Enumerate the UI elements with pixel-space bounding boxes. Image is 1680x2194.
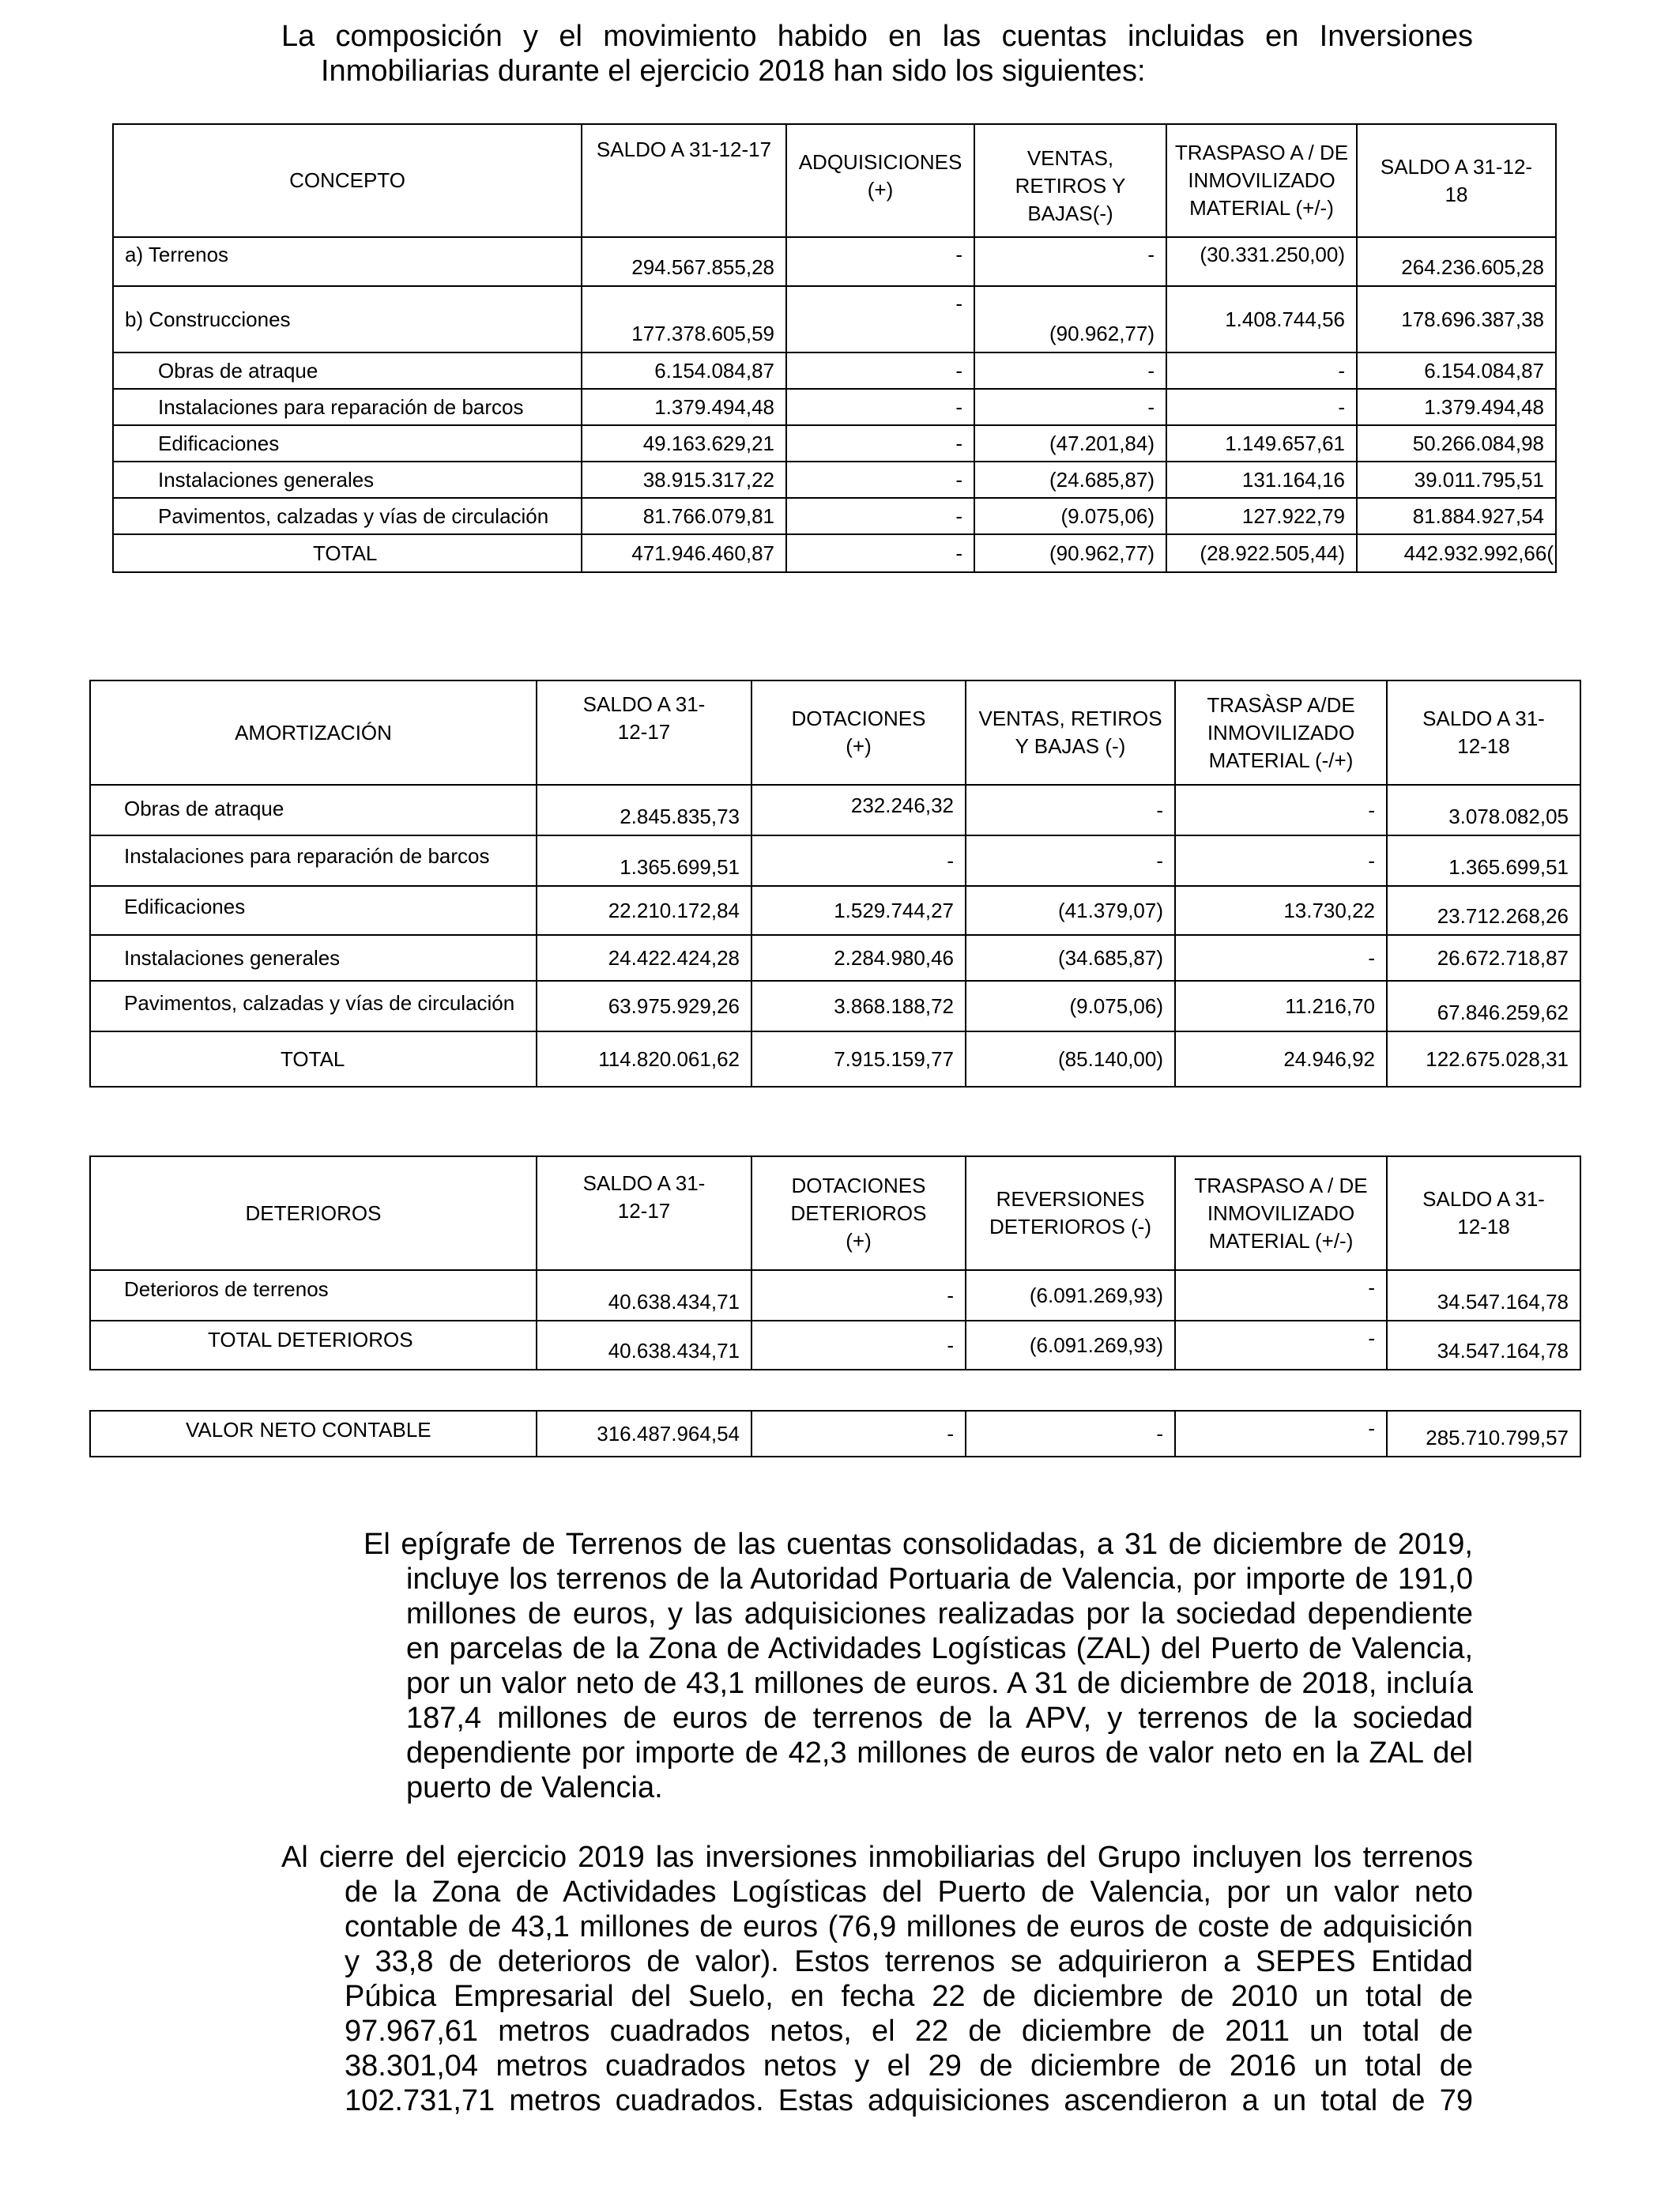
impairment-table (89, 1155, 1581, 1370)
column-header: VENTAS, RETIROS Y BAJAS (-) (966, 680, 1175, 785)
table-cell: 2.284.980,46 (751, 935, 966, 981)
table-cell: - (786, 425, 974, 462)
table-cell: - (786, 286, 974, 352)
table-cell: 81.884.927,54 (1357, 498, 1556, 534)
table-cell: 114.820.061,62 (537, 1031, 751, 1087)
column-header: DOTACIONES DETERIOROS (+) (751, 1156, 966, 1270)
table-cell: 127.922,79 (1166, 498, 1357, 534)
table-cell: 24.946,92 (1175, 1031, 1387, 1087)
table-cell: (47.201,84) (974, 425, 1166, 462)
row-label: Pavimentos, calzadas y vías de circulación (90, 981, 537, 1031)
table-cell: 24.422.424,28 (537, 935, 751, 981)
table-cell: 81.766.079,81 (582, 498, 786, 534)
table-cell: (9.075,06) (966, 981, 1175, 1031)
table-cell: - (1175, 1270, 1387, 1321)
table-row (113, 352, 1556, 389)
row-label: Instalaciones generales (90, 935, 537, 981)
table-cell: - (1166, 352, 1357, 389)
column-header: DOTACIONES (+) (751, 680, 966, 785)
table-cell: 67.846.259,62 (1387, 981, 1580, 1031)
row-label: Pavimentos, calzadas y vías de circulación (113, 498, 582, 534)
table-cell: 232.246,32 (751, 785, 966, 835)
table-cell: (6.091.269,93) (966, 1321, 1175, 1370)
column-header: SALDO A 31-12-18 (1387, 1156, 1580, 1270)
table-cell: 122.675.028,31 (1387, 1031, 1580, 1087)
table-cell: 264.236.605,28 (1357, 237, 1556, 286)
table-cell: 7.915.159,77 (751, 1031, 966, 1087)
table-cell: 471.946.460,87 (582, 534, 786, 572)
table-cell: - (751, 835, 966, 886)
table-row (90, 835, 1580, 886)
table-row (90, 785, 1580, 835)
table-cell: 316.487.964,54 (537, 1411, 751, 1457)
table-cell: (9.075,06) (974, 498, 1166, 534)
row-label: Edificaciones (90, 886, 537, 935)
row-label: VALOR NETO CONTABLE (90, 1411, 537, 1457)
table-row (113, 462, 1556, 498)
column-header: VENTAS, RETIROS Y BAJAS(-) (974, 124, 1166, 237)
table-cell: 1.365.699,51 (1387, 835, 1580, 886)
table-cell: - (1175, 785, 1387, 835)
table-total-row (90, 1411, 1580, 1457)
table-cell: 131.164,16 (1166, 462, 1357, 498)
table-cell: - (1175, 835, 1387, 886)
table-cell: - (751, 1321, 966, 1370)
table-cell: 34.547.164,78 (1387, 1321, 1580, 1370)
table-row (90, 886, 1580, 935)
column-header: ADQUISICIONES (+) (786, 124, 974, 237)
table-cell: (34.685,87) (966, 935, 1175, 981)
table-cell: - (786, 534, 974, 572)
table-cell: (90.962,77) (974, 286, 1166, 352)
table-cell: 6.154.084,87 (582, 352, 786, 389)
table-cell: 2.845.835,73 (537, 785, 751, 835)
table-cell: - (786, 352, 974, 389)
table-row (90, 935, 1580, 981)
table-cell: - (786, 237, 974, 286)
table-cell: - (1166, 389, 1357, 425)
intro-paragraph (281, 19, 1473, 89)
table-cell: 3.078.082,05 (1387, 785, 1580, 835)
row-label: b) Construcciones (113, 286, 582, 352)
table-cell: - (1175, 935, 1387, 981)
row-label: Deterioros de terrenos (90, 1270, 537, 1321)
table-cell: 1.365.699,51 (537, 835, 751, 886)
table-row (113, 425, 1556, 462)
column-header: SALDO A 31-12-18 (1357, 124, 1556, 237)
table-cell: 1.529.744,27 (751, 886, 966, 935)
table-cell: 40.638.434,71 (537, 1270, 751, 1321)
table-cell: 38.915.317,22 (582, 462, 786, 498)
table-total-row (90, 1031, 1580, 1087)
table-cell: 1.149.657,61 (1166, 425, 1357, 462)
table-row (113, 237, 1556, 286)
table-total-row (113, 534, 1556, 572)
table-header-row (90, 1156, 1580, 1270)
table-cell: 13.730,22 (1175, 886, 1387, 935)
amortization-table (89, 680, 1581, 1088)
paragraph-body: de la Zona de Actividades Logísticas del Puerto de Valencia, por un valor neto contable de 43,1 millones de euros (76,9 millones de euros de coste de adquisición y 33,8 de deterioros de valor). Estos terrenos se adquirieron a SEPES Entidad Púbica Empresarial del Suelo, en fecha 22 de diciembre de 2010 un total de 97.967,61 metros cuadrados netos, el 22 de diciembre de 2011 un total de 38.301,04 metros cuadrados netos y el 29 de diciembre de 2016 un total de 102.731,71 metros cuadrados. Estas adquisiciones ascendieron a un total de 79 (345, 1875, 1473, 2117)
table-cell: - (1175, 1321, 1387, 1370)
table-cell: - (1175, 1411, 1387, 1457)
table-cell: - (974, 352, 1166, 389)
table-row (90, 1270, 1580, 1321)
column-header: TRASPASO A / DE INMOVILIZADO MATERIAL (+/-) (1166, 124, 1357, 237)
table-row (113, 286, 1556, 352)
net-book-value-table (89, 1410, 1581, 1457)
column-header: TRASÀSP A/DE INMOVILIZADO MATERIAL (-/+) (1175, 680, 1387, 785)
table-cell: (85.140,00) (966, 1031, 1175, 1087)
table-cell: (90.962,77) (974, 534, 1166, 572)
row-label: TOTAL DETERIOROS (90, 1321, 537, 1370)
table-cell: 1.379.494,48 (582, 389, 786, 425)
column-header: SALDO A 31-12-17 (582, 124, 786, 237)
table-cell: 178.696.387,38 (1357, 286, 1556, 352)
table-cell: - (751, 1270, 966, 1321)
table-cell: 40.638.434,71 (537, 1321, 751, 1370)
intro-first-line: La composición y el movimiento habido en las cuentas incluidas en Inversiones (281, 20, 1473, 53)
table-cell: 6.154.084,87 (1357, 352, 1556, 389)
table-cell: 294.567.855,28 (582, 237, 786, 286)
table-cell: - (786, 462, 974, 498)
table-cell: 22.210.172,84 (537, 886, 751, 935)
table-header-row (90, 680, 1580, 785)
column-header: SALDO A 31-12-17 (537, 680, 751, 785)
table-cell: - (966, 1411, 1175, 1457)
column-header: SALDO A 31-12-18 (1387, 680, 1580, 785)
row-label: Edificaciones (113, 425, 582, 462)
zal-paragraph (281, 1840, 1473, 2118)
table-cell: 442.932.992,66( (1357, 534, 1556, 572)
table-cell: 50.266.084,98 (1357, 425, 1556, 462)
table-cell: 285.710.799,57 (1387, 1411, 1580, 1457)
column-header: TRASPASO A / DE INMOVILIZADO MATERIAL (+/-) (1175, 1156, 1387, 1270)
table-cell: 3.868.188,72 (751, 981, 966, 1031)
table-cell: - (786, 389, 974, 425)
paragraph-body: incluye los terrenos de la Autoridad Portuaria de Valencia, por importe de 191,0 millones de euros, y las adquisiciones realizadas por la sociedad dependiente en parcelas de la Zona de Actividades Logísticas (ZAL) del Puerto de Valencia, por un valor neto de 43,1 millones de euros. A 31 de diciembre de 2018, incluía 187,4 millones de euros de terrenos de la APV, y terrenos de la sociedad dependiente por importe de 42,3 millones de euros de valor neto en la ZAL del puerto de Valencia. (406, 1563, 1473, 1804)
table-cell: 39.011.795,51 (1357, 462, 1556, 498)
paragraph-first-line: Al cierre del ejercicio 2019 las inversiones inmobiliarias del Grupo incluyen los terrenos (281, 1841, 1473, 1874)
table-cell: - (751, 1411, 966, 1457)
column-header: CONCEPTO (113, 124, 582, 237)
column-header: DETERIOROS (90, 1156, 537, 1270)
table-cell: 1.408.744,56 (1166, 286, 1357, 352)
row-label: Instalaciones para reparación de barcos (113, 389, 582, 425)
row-label: Instalaciones generales (113, 462, 582, 498)
table-cell: 49.163.629,21 (582, 425, 786, 462)
table-cell: 1.379.494,48 (1357, 389, 1556, 425)
table-cell: 11.216,70 (1175, 981, 1387, 1031)
row-label: TOTAL (90, 1031, 537, 1087)
row-label: Instalaciones para reparación de barcos (90, 835, 537, 886)
row-label: TOTAL (113, 534, 582, 572)
table-row (113, 389, 1556, 425)
column-header: SALDO A 31-12-17 (537, 1156, 751, 1270)
table-cell: 23.712.268,26 (1387, 886, 1580, 935)
table-row (90, 981, 1580, 1031)
table-cell: - (974, 237, 1166, 286)
column-header: AMORTIZACIÓN (90, 680, 537, 785)
table-cell: (41.379,07) (966, 886, 1175, 935)
table-cell: 26.672.718,87 (1387, 935, 1580, 981)
table-cell: - (966, 835, 1175, 886)
table-cell: (6.091.269,93) (966, 1270, 1175, 1321)
row-label: Obras de atraque (90, 785, 537, 835)
table-row (113, 498, 1556, 534)
table-cell: (28.922.505,44) (1166, 534, 1357, 572)
table-cell: 63.975.929,26 (537, 981, 751, 1031)
table-cell: (24.685,87) (974, 462, 1166, 498)
table-header-row (113, 124, 1556, 237)
intro-rest: Inmobiliarias durante el ejercicio 2018 han sido los siguientes: (321, 55, 1146, 88)
table-cell: (30.331.250,00) (1166, 237, 1357, 286)
table-cell: 177.378.605,59 (582, 286, 786, 352)
table-cell: - (786, 498, 974, 534)
terrenos-paragraph (363, 1527, 1473, 1805)
table-total-row (90, 1321, 1580, 1370)
table-cell: - (966, 785, 1175, 835)
table-cell: - (974, 389, 1166, 425)
column-header: REVERSIONES DETERIOROS (-) (966, 1156, 1175, 1270)
investment-movements-table (112, 123, 1557, 573)
row-label: Obras de atraque (113, 352, 582, 389)
table-cell: 34.547.164,78 (1387, 1270, 1580, 1321)
paragraph-first-line: El epígrafe de Terrenos de las cuentas consolidadas, a 31 de diciembre de 2019, (363, 1528, 1473, 1561)
row-label: a) Terrenos (113, 237, 582, 286)
